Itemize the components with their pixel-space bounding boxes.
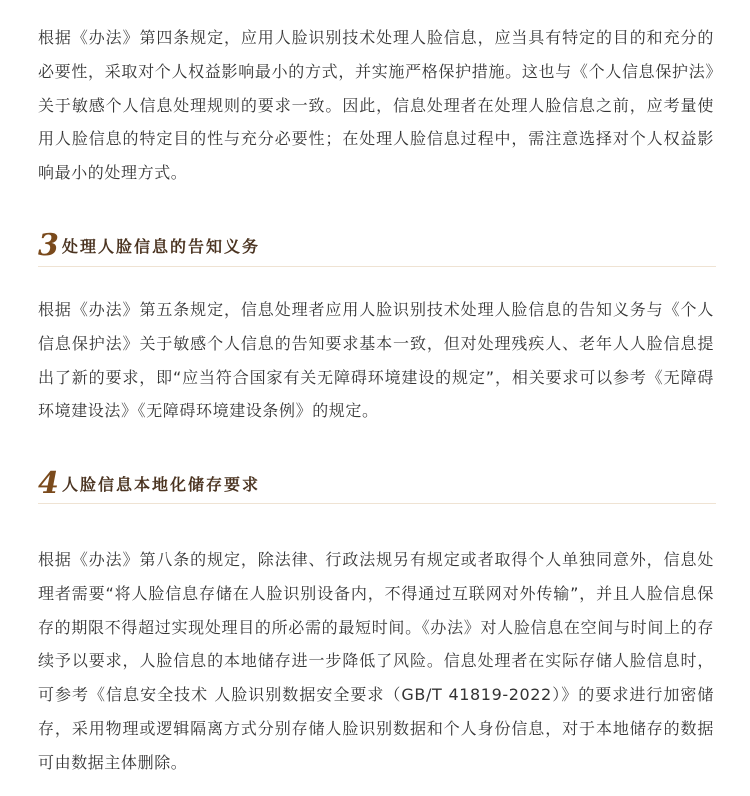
section-title: 人脸信息本地化储存要求 [62, 475, 261, 494]
section-number: 3 [38, 228, 59, 263]
paragraph-local-storage: 根据《办法》第八条的规定，除法律、行政法规另有规定或者取得个人单独同意外，信息处理者需要“将人脸信息存储在人脸识别设备内，不得通过互联网对外传输”，并且人脸信息保存的期限不得超过实现处理目的所必需的最短时间。《办法》对人脸信息在空间与时间上的存续予以要求，人脸信息的本地储存进一步降低了风险。信息处理者在实际存储人脸信息时，可参考《信息安全技术 人脸识别数据安全要求（GB/T 41819-2022）》的要求进行加密储存，采用物理或逻辑隔离方式分别存储人脸识别数据和个人身份信息，对于本地储存的数据可由数据主体删除。 [38, 550, 714, 772]
section-number: 4 [38, 466, 59, 501]
section-divider [38, 503, 716, 504]
section-title: 处理人脸信息的告知义务 [62, 237, 261, 256]
section-heading-local-storage [38, 467, 716, 503]
paragraph-purpose-necessity: 根据《办法》第四条规定，应用人脸识别技术处理人脸信息，应当具有特定的目的和充分的必要性，采取对个人权益影响最小的方式，并实施严格保护措施。这也与《个人信息保护法》关于敏感个人信息处理规则的要求一致。因此，信息处理者在处理人脸信息之前，应考量使用人脸信息的特定目的性与充分必要性；在处理人脸信息过程中，需注意选择对个人权益影响最小的处理方式。 [38, 28, 714, 183]
section-divider [38, 266, 716, 267]
paragraph-notification-duty: 根据《办法》第五条规定，信息处理者应用人脸识别技术处理人脸信息的告知义务与《个人信息保护法》关于敏感个人信息的告知要求基本一致，但对处理残疾人、老年人人脸信息提出了新的要求，即“应当符合国家有关无障碍环境建设的规定”，相关要求可以参考《无障碍环境建设法》《无障碍环境建设条例》的规定。 [38, 300, 714, 421]
section-heading-notification [38, 229, 716, 265]
